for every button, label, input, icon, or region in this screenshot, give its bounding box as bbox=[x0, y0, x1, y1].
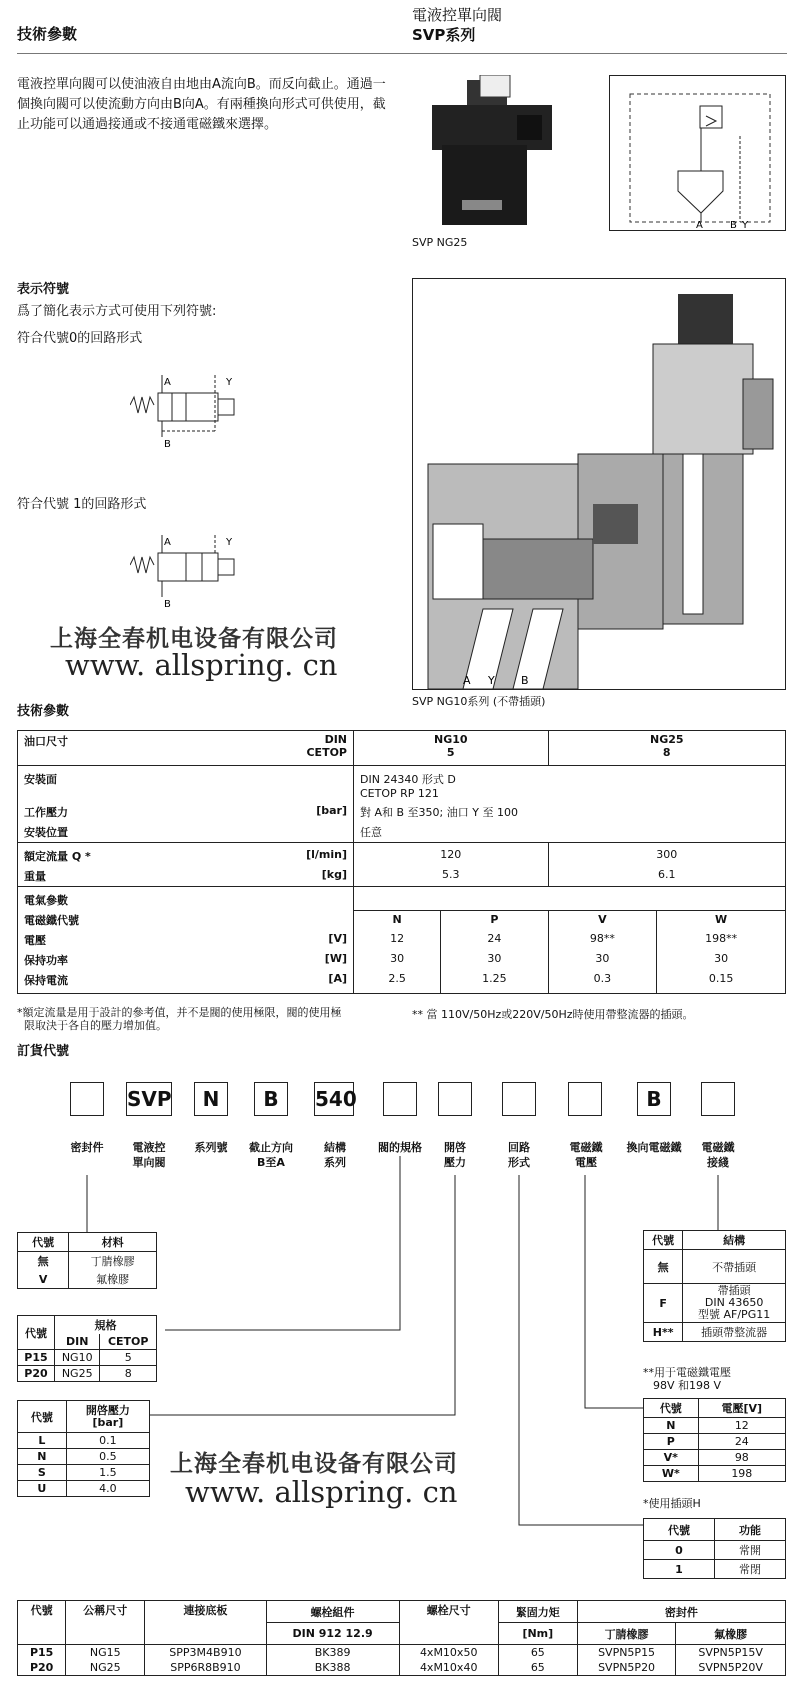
tech-r9-cell bbox=[18, 930, 354, 950]
bt-r1-c4: 4xM10x40 bbox=[399, 1660, 498, 1676]
tech-table bbox=[17, 730, 786, 994]
symbol-code1 bbox=[130, 535, 260, 607]
tech-r11-v2: 0.3 bbox=[548, 970, 657, 994]
conn-r0-desc: 不帶插頭 bbox=[683, 1250, 786, 1284]
press-r2-code: S bbox=[18, 1465, 67, 1481]
tech-r1-cetop: CETOP bbox=[306, 746, 347, 759]
tech-r10-v3: 30 bbox=[714, 952, 729, 965]
note-flow-line1: *額定流量是用于設計的參考值，并不是閥的使用極限，閥的使用極 bbox=[17, 1006, 342, 1019]
tech-r10-v2: 30 bbox=[548, 950, 657, 970]
order-title: 訂貨代號 bbox=[17, 1044, 70, 1059]
note-flow bbox=[17, 1006, 342, 1032]
bt-h2: 連接底板 bbox=[145, 1601, 266, 1645]
schem-label-y: Y bbox=[742, 220, 749, 231]
tech-r9-v1: 24 bbox=[441, 930, 548, 950]
tech-r11-cell bbox=[18, 970, 354, 994]
header-rule bbox=[17, 53, 787, 54]
volt-r2-code: V* bbox=[644, 1450, 699, 1466]
tech-r5-cell bbox=[18, 843, 354, 867]
order-label-size: 閥的規格 bbox=[378, 1141, 422, 1154]
header-right-title bbox=[412, 5, 502, 45]
conn-h1: 代號 bbox=[644, 1231, 683, 1250]
volt-r0-code: N bbox=[644, 1418, 699, 1434]
symbols-code0: 符合代號0的回路形式 bbox=[17, 331, 143, 346]
order-label-pressure: 開啓 壓力 bbox=[444, 1141, 466, 1169]
order-label-direction: 截止方向 B至A bbox=[249, 1141, 293, 1169]
tech-r10-v1: 30 bbox=[441, 950, 548, 970]
valve-photo bbox=[412, 75, 588, 231]
bt-h0: 代號 bbox=[18, 1601, 66, 1645]
tech-r1-ng10c: 5 bbox=[446, 746, 455, 759]
photo-caption: SVP NG25 bbox=[412, 236, 468, 249]
press-r0-val: 0.1 bbox=[66, 1433, 149, 1449]
tech-r11-unit: [A] bbox=[328, 972, 347, 985]
tech-r8-c0: N bbox=[354, 910, 441, 930]
bt-r1-c7: SVPN5P20V bbox=[676, 1660, 786, 1676]
tech-r4-label: 安裝位置 bbox=[18, 822, 354, 843]
tech-r7-label: 電氣參數 bbox=[18, 887, 354, 911]
tech-r8-c1: P bbox=[441, 910, 548, 930]
tech-r11-v3: 0.15 bbox=[708, 972, 734, 985]
seal-h1: 代號 bbox=[18, 1233, 69, 1252]
order-label-seal: 密封件 bbox=[70, 1141, 104, 1154]
conn-note bbox=[643, 1366, 731, 1392]
tech-r3-label: 工作壓力 bbox=[24, 806, 68, 819]
header-left-title: 技術參數 bbox=[17, 25, 78, 43]
bt-sub7: 氟橡膠 bbox=[676, 1623, 786, 1645]
tech-r6-unit: [kg] bbox=[321, 868, 347, 881]
tech-r3-value: 對 A和 B 至350; 油口 Y 至 100 bbox=[360, 806, 518, 819]
valve-photo-graphic bbox=[412, 75, 588, 231]
sym1-b: B bbox=[164, 599, 171, 607]
tech-r10-v0: 30 bbox=[354, 950, 441, 970]
symbols-code1: 符合代號 1的回路形式 bbox=[17, 497, 147, 512]
mounting-table bbox=[17, 1600, 786, 1676]
tech-r2-v2: CETOP RP 121 bbox=[360, 787, 439, 800]
watermark-company: 上海全春机电设备有限公司 bbox=[50, 625, 338, 652]
press-h1: 代號 bbox=[18, 1401, 67, 1433]
size-r0-cetop: 5 bbox=[100, 1350, 157, 1366]
volt-r1-val: 24 bbox=[698, 1434, 785, 1450]
conn-h2: 結構 bbox=[683, 1231, 786, 1250]
press-r1-val: 0.5 bbox=[66, 1449, 149, 1465]
section-caption: SVP NG10系列 (不帶插頭) bbox=[412, 695, 546, 708]
tech-r9-v0: 12 bbox=[354, 930, 441, 950]
bt-r1-c2: SPP6R8B910 bbox=[145, 1660, 266, 1676]
press-r3-code: U bbox=[18, 1481, 67, 1497]
seal-r1-code: V bbox=[18, 1270, 69, 1289]
tech-r6-cell bbox=[18, 866, 354, 887]
tech-r9-label: 電壓 bbox=[24, 934, 46, 947]
bt-r0-c4: 4xM10x50 bbox=[399, 1645, 498, 1661]
bt-r0-c7: SVPN5P15V bbox=[676, 1645, 786, 1661]
symbols-title: 表示符號 bbox=[17, 282, 70, 297]
tech-r1-labelcell bbox=[18, 731, 354, 766]
order-box-structure: 540 bbox=[314, 1082, 354, 1116]
tech-r9-unit: [V] bbox=[328, 932, 347, 945]
seal-table bbox=[17, 1232, 157, 1289]
bt-r1-c5: 65 bbox=[498, 1660, 577, 1676]
order-box-svp: SVP bbox=[126, 1082, 172, 1116]
volt-r3-val: 198 bbox=[698, 1466, 785, 1482]
size-table bbox=[17, 1315, 157, 1382]
tech-r4-value: 任意 bbox=[360, 826, 382, 839]
tech-r10-label: 保持功率 bbox=[24, 954, 68, 967]
order-label-connection: 電磁鐵 接綫 bbox=[701, 1141, 735, 1169]
func-h1: 代號 bbox=[644, 1519, 715, 1541]
schem-label-b: B bbox=[730, 220, 737, 231]
sect-label-b: B bbox=[521, 674, 529, 687]
sym1-y: Y bbox=[226, 537, 233, 548]
order-label-structure: 結構 系列 bbox=[324, 1141, 346, 1169]
func-r1-val: 常閉 bbox=[715, 1560, 786, 1579]
tech-r10-unit: [W] bbox=[324, 952, 347, 965]
function-table bbox=[643, 1518, 786, 1579]
tech-ng25 bbox=[548, 731, 785, 766]
bt-h3: 螺栓組件 bbox=[266, 1601, 399, 1623]
note-flow-line2: 限取決于各自的壓力增加值。 bbox=[24, 1019, 167, 1032]
conn-note2: 98V 和198 V bbox=[653, 1379, 722, 1392]
bt-sub5: [Nm] bbox=[498, 1623, 577, 1645]
order-box-seal bbox=[70, 1082, 104, 1116]
bt-r0-c1: NG15 bbox=[66, 1645, 145, 1661]
order-label-voltage: 電磁鐵 電壓 bbox=[569, 1141, 603, 1169]
bt-h5: 緊固力矩 bbox=[498, 1601, 577, 1623]
schem-label-a: A bbox=[696, 220, 703, 231]
symbols-desc: 爲了簡化表示方式可使用下列符號: bbox=[17, 304, 217, 319]
volt-r2-val: 98 bbox=[698, 1450, 785, 1466]
bt-r1-c0: P20 bbox=[18, 1660, 66, 1676]
tech-r6-ng25: 6.1 bbox=[658, 868, 676, 881]
bt-sub3: DIN 912 12.9 bbox=[266, 1623, 399, 1645]
tech-r5-unit: [l/min] bbox=[306, 848, 347, 861]
tech-r3-unit: [bar] bbox=[316, 804, 347, 817]
conn-r1-desc: 帶插頭 DIN 43650 型號 AF/PG11 bbox=[683, 1284, 786, 1323]
conn-note1: **用于電磁鐵電壓 bbox=[643, 1366, 731, 1379]
valve-section-drawing bbox=[412, 278, 786, 690]
tech-r6-ng10: 5.3 bbox=[354, 866, 549, 887]
tech-r3-cell bbox=[18, 802, 354, 822]
watermark-company-2: 上海全春机电设备有限公司 bbox=[170, 1450, 458, 1477]
tech-r11-v0: 2.5 bbox=[354, 970, 441, 994]
connection-table bbox=[643, 1230, 786, 1342]
bt-r0-c2: SPP3M4B910 bbox=[145, 1645, 266, 1661]
func-r1-code: 1 bbox=[644, 1560, 715, 1579]
hydraulic-schematic bbox=[609, 75, 786, 231]
section-graphic bbox=[413, 279, 787, 691]
sym0-a: A bbox=[164, 377, 171, 388]
tech-r8-c2: V bbox=[548, 910, 657, 930]
size-r1-din: NG25 bbox=[54, 1366, 99, 1382]
tech-title: 技術參數 bbox=[17, 704, 70, 719]
size-r0-code: P15 bbox=[18, 1350, 55, 1366]
tech-r9-v3: 198** bbox=[705, 932, 738, 945]
bt-h1: 公稱尺寸 bbox=[66, 1601, 145, 1645]
order-box-series: N bbox=[194, 1082, 228, 1116]
conn-r2-code: H** bbox=[644, 1323, 683, 1342]
sym0-y: Y bbox=[226, 377, 233, 388]
volt-r0-val: 12 bbox=[698, 1418, 785, 1434]
tech-r11-v1: 1.25 bbox=[441, 970, 548, 994]
order-label-solenoid: 換向電磁鐵 bbox=[626, 1141, 682, 1154]
press-r2-val: 1.5 bbox=[66, 1465, 149, 1481]
bt-r1-c3: BK388 bbox=[266, 1660, 399, 1676]
tech-r5-ng10: 120 bbox=[354, 843, 549, 867]
order-label-circuit: 回路 形式 bbox=[508, 1141, 530, 1169]
bt-h6: 密封件 bbox=[577, 1601, 785, 1623]
press-r1-code: N bbox=[18, 1449, 67, 1465]
conn-r2-desc: 插頭帶整流器 bbox=[683, 1323, 786, 1342]
bt-h4: 螺栓尺寸 bbox=[399, 1601, 498, 1645]
voltage-table bbox=[643, 1398, 786, 1482]
tech-r6-label: 重量 bbox=[24, 870, 46, 883]
press-r0-code: L bbox=[18, 1433, 67, 1449]
press-h2: 開啓壓力 [bar] bbox=[66, 1401, 149, 1433]
tech-r2-values bbox=[354, 766, 786, 803]
volt-r1-code: P bbox=[644, 1434, 699, 1450]
tech-r1-ng25c: 8 bbox=[662, 746, 671, 759]
volt-note: *使用插頭H bbox=[643, 1497, 701, 1510]
tech-ng10 bbox=[354, 731, 549, 766]
tech-r11-label: 保持電流 bbox=[24, 974, 68, 987]
size-r1-cetop: 8 bbox=[100, 1366, 157, 1382]
tech-r5-ng25: 300 bbox=[656, 848, 678, 861]
volt-h1: 代號 bbox=[644, 1399, 699, 1418]
tech-r2-v1: DIN 24340 形式 D bbox=[360, 773, 456, 786]
order-box-connection bbox=[701, 1082, 735, 1116]
tech-r8-label: 電磁鐵代號 bbox=[18, 910, 354, 930]
symbol-code0 bbox=[130, 375, 260, 447]
seal-r1-mat: 氟橡膠 bbox=[69, 1270, 157, 1289]
bt-r1-c6: SVPN5P20 bbox=[577, 1660, 675, 1676]
product-name: 電液控單向閥 bbox=[412, 6, 503, 24]
bt-r0-c0: P15 bbox=[18, 1645, 66, 1661]
size-h3: DIN bbox=[54, 1334, 99, 1350]
tech-r2-label: 安裝面 bbox=[18, 766, 354, 803]
tech-r10-cell bbox=[18, 950, 354, 970]
bt-sub6: 丁腈橡膠 bbox=[577, 1623, 675, 1645]
bt-r0-c3: BK389 bbox=[266, 1645, 399, 1661]
seal-r0-mat: 丁腈橡膠 bbox=[69, 1252, 157, 1271]
tech-r1-ng10: NG10 bbox=[433, 733, 468, 746]
func-r0-code: 0 bbox=[644, 1541, 715, 1560]
func-h2: 功能 bbox=[715, 1519, 786, 1541]
seal-r0-code: 無 bbox=[18, 1252, 69, 1271]
bt-r0-c6: SVPN5P15 bbox=[577, 1645, 675, 1661]
volt-h2: 電壓[V] bbox=[698, 1399, 785, 1418]
tech-r1-din: DIN bbox=[324, 733, 347, 746]
order-box-pressure bbox=[438, 1082, 472, 1116]
order-box-direction: B bbox=[254, 1082, 288, 1116]
sym0-b: B bbox=[164, 439, 171, 447]
tech-r5-label: 額定流量 Q * bbox=[24, 850, 91, 863]
order-box-solenoid: B bbox=[637, 1082, 671, 1116]
sym1-a: A bbox=[164, 537, 171, 548]
sect-label-y: Y bbox=[488, 674, 495, 687]
order-box-circuit bbox=[502, 1082, 536, 1116]
tech-r8-c3: W bbox=[657, 910, 786, 930]
pressure-table bbox=[17, 1400, 150, 1497]
order-label-series: 系列號 bbox=[194, 1141, 228, 1154]
tech-r1-ng25: NG25 bbox=[649, 733, 684, 746]
intro-text: 電液控單向閥可以使油液自由地由A流向B。而反向截止。通過一個換向閥可以使流動方向由B向A。有兩種換向形式可供使用，截止功能可以通過接通或不接通電磁鐵來選擇。 bbox=[17, 77, 386, 132]
order-box-size bbox=[383, 1082, 417, 1116]
bt-r0-c5: 65 bbox=[498, 1645, 577, 1661]
size-r1-code: P20 bbox=[18, 1366, 55, 1382]
note-rectifier: ** 當 110V/50Hz或220V/50Hz時使用帶整流器的插頭。 bbox=[412, 1008, 694, 1021]
tech-r1-label: 油口尺寸 bbox=[24, 735, 68, 748]
conn-r0-code: 無 bbox=[644, 1250, 683, 1284]
order-box-voltage bbox=[568, 1082, 602, 1116]
watermark-url-2: www. allspring. cn bbox=[185, 1475, 458, 1509]
tech-r9-v2: 98** bbox=[548, 930, 657, 950]
volt-r3-code: W* bbox=[644, 1466, 699, 1482]
conn-r1-code: F bbox=[644, 1284, 683, 1323]
schematic-graphic bbox=[610, 76, 787, 232]
seal-h2: 材料 bbox=[69, 1233, 157, 1252]
order-label-svp: 電液控 單向閥 bbox=[132, 1141, 166, 1169]
size-r0-din: NG10 bbox=[54, 1350, 99, 1366]
size-h2: 規格 bbox=[54, 1316, 156, 1335]
size-h1: 代號 bbox=[18, 1316, 55, 1350]
sect-label-a: A bbox=[463, 674, 471, 687]
bt-r1-c1: NG25 bbox=[66, 1660, 145, 1676]
size-h4: CETOP bbox=[100, 1334, 157, 1350]
press-r3-val: 4.0 bbox=[66, 1481, 149, 1497]
product-series: SVP系列 bbox=[412, 26, 476, 44]
func-r0-val: 常開 bbox=[715, 1541, 786, 1560]
watermark-url: www. allspring. cn bbox=[65, 648, 338, 682]
